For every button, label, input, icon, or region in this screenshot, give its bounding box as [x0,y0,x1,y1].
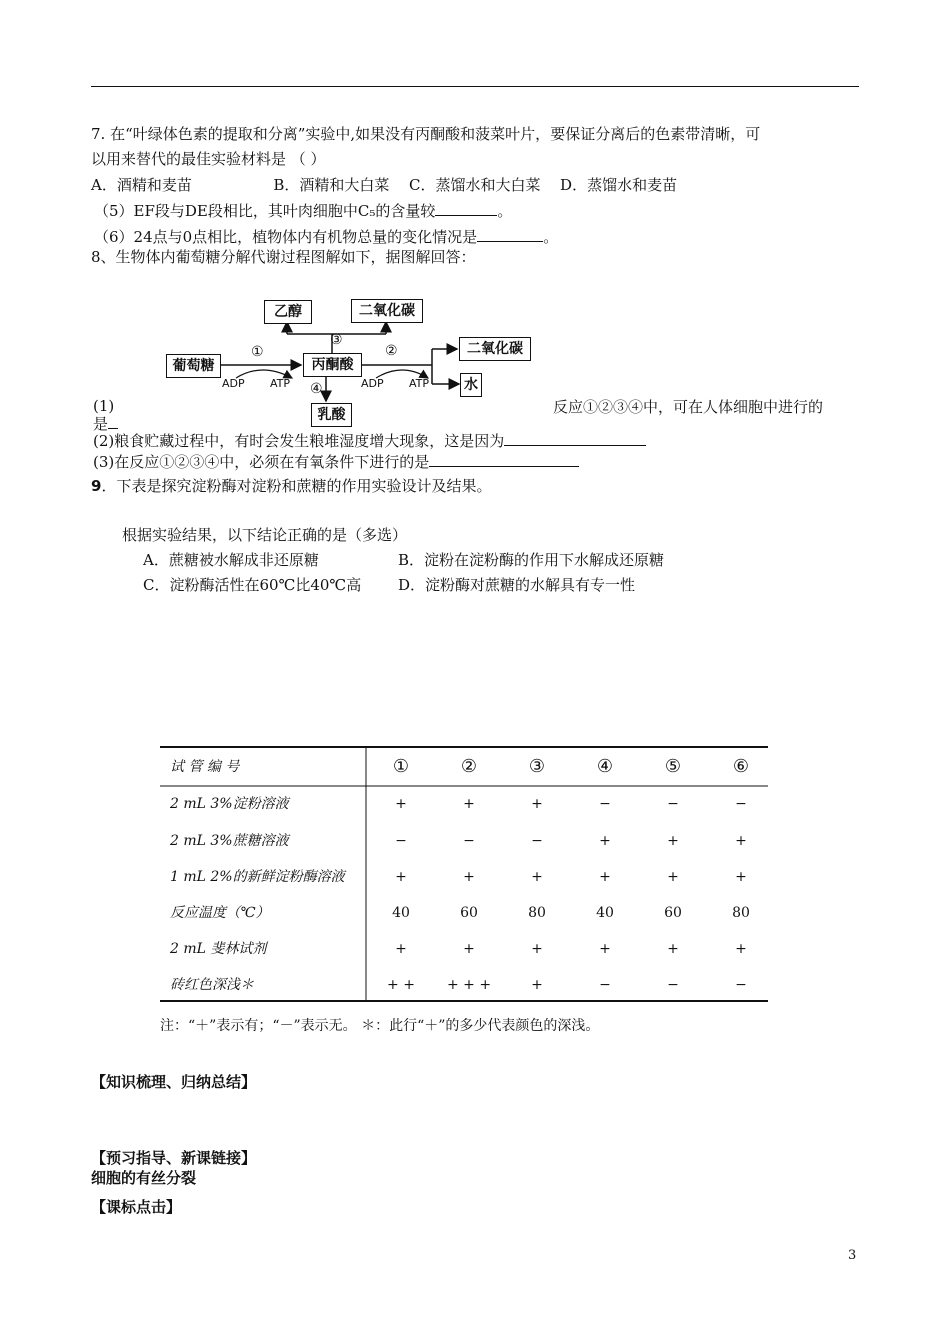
water-box: 水 [460,373,482,397]
q7-line1: 7. 在“叶绿体色素的提取和分离”实验中,如果没有丙酮酸和菠菜叶片，要保证分离后的色素带清晰，可 [91,125,761,143]
q8-q3 [93,451,579,472]
table-cell: + [463,869,475,885]
table-cell: 60 [460,905,478,921]
col-4: ④ [596,756,614,777]
section-preview: 【预习指导、新课链接】 [91,1149,257,1167]
row-label: 1 mL 2%的新鲜淀粉酶溶液 [170,869,345,885]
table-row [160,895,768,931]
reaction-1-label: ① [251,344,264,360]
row-label: 反应温度（℃） [170,905,270,921]
table-cell: 80 [732,905,750,921]
glucose-box: 葡萄糖 [166,354,221,378]
table-cell: + [667,941,679,957]
table-cell: + [667,869,679,885]
table-cell: + [667,833,679,849]
table-cell: − [735,796,747,812]
table-header-label: 试 管 编 号 [170,759,240,775]
table-cell: − [395,833,407,849]
col-5: ⑤ [664,756,682,777]
q7-option-b: B．酒精和大白菜 [273,176,390,194]
q9-option-a: A．蔗糖被水解成非还原糖 [143,551,319,569]
co2-top-box: 二氧化碳 [351,299,423,323]
co2-right-box: 二氧化碳 [459,337,531,361]
table-cell: + [599,869,611,885]
q9-option-d: D．淀粉酶对蔗糖的水解具有专一性 [398,576,636,594]
q7-option-c: C．蒸馏水和大白菜 [409,176,541,194]
q8-q3-text: (3)在反应①②③④中，必须在有氧条件下进行的是 [93,453,430,471]
table-cell: + [395,941,407,957]
table-cell: + [531,977,543,993]
table-cell: + + [387,977,415,993]
q7-option-a: A．酒精和麦苗 [91,176,192,194]
q7-line2: 以用来替代的最佳实验材料是 （ ） [91,150,326,168]
table-cell: + [599,941,611,957]
table-cell: + [395,796,407,812]
q9-title [91,476,491,496]
ethanol-box: 乙醇 [264,300,312,324]
col-6: ⑥ [732,756,750,777]
atp-label-1: ATP [270,377,291,390]
q9-title-text: ．下表是探究淀粉酶对淀粉和蔗糖的作用实验设计及结果。 [101,477,492,495]
page-number: 3 [848,1248,857,1263]
table-row [160,823,768,859]
q8-title: 8、生物体内葡萄糖分解代谢过程图解如下，据图解回答： [91,248,476,266]
table-cell: − [463,833,475,849]
q9-option-b: B．淀粉在淀粉酶的作用下水解成还原糖 [398,551,665,569]
q8-q2-blank[interactable] [504,430,646,446]
q8-q1-blank[interactable] [108,413,118,429]
table-cell: + [531,941,543,957]
table-row [160,859,768,895]
col-3: ③ [528,756,546,777]
q8-q2 [93,430,646,451]
table-cell: 60 [664,905,682,921]
table-cell: + + + [446,977,492,993]
adp-label-1: ADP [222,377,245,390]
table-cell: − [735,977,747,993]
q6-end: 。 [543,228,559,246]
col-1: ① [392,756,410,777]
table-cell: − [667,977,679,993]
table-cell: + [735,869,747,885]
reaction-4-label: ④ [310,381,323,397]
table-cell: + [531,869,543,885]
table-row [160,786,768,822]
table-cell: 40 [596,905,614,921]
table-header-row [160,749,768,785]
table-cell: 40 [392,905,410,921]
section-standard: 【课标点击】 [91,1198,182,1216]
q8-q1-cont-text: 是 [93,415,109,433]
q8-q1-left: (1) [93,397,115,415]
pyruvate-box: 丙酮酸 [303,353,362,377]
table-cell: + [735,833,747,849]
table-cell: − [599,977,611,993]
row-label: 2 mL 3%淀粉溶液 [170,796,289,812]
table-note: 注：“＋”表示有；“－”表示无。 ＊：此行“＋”的多少代表颜色的深浅。 [160,1018,600,1034]
table-cell: − [667,796,679,812]
table-cell: + [735,941,747,957]
q5-end: 。 [497,202,513,220]
table-cell: + [463,796,475,812]
table-cell: + [395,869,407,885]
q8-q3-blank[interactable] [429,451,579,467]
q9-prompt: 根据实验结果，以下结论正确的是（多选） [122,526,408,544]
col-2: ② [460,756,478,777]
q5-text: （5）EF段与DE段相比，其叶肉细胞中C₅的含量较 [94,202,436,220]
reaction-3-label: ③ [330,332,343,348]
table-row [160,967,768,1003]
row-label: 2 mL 斐林试剂 [170,941,267,957]
q7-option-d: D．蒸馏水和麦苗 [560,176,678,194]
table-cell: 80 [528,905,546,921]
section-topic: 细胞的有丝分裂 [91,1169,197,1187]
adp-label-2: ADP [361,377,384,390]
section-summary: 【知识梳理、归纳总结】 [91,1073,257,1091]
table-row [160,931,768,967]
q8-q1-right: 反应①②③④中，可在人体细胞中进行的 [553,398,824,416]
reaction-2-label: ② [385,343,398,359]
table-cell: + [463,941,475,957]
q8-q2-text: (2)粮食贮藏过程中，有时会发生粮堆湿度增大现象，这是因为 [93,432,505,450]
q9-option-c: C．淀粉酶活性在60℃比40℃高 [143,576,362,594]
table-cell: − [599,796,611,812]
table-cell: + [531,796,543,812]
table-cell: + [599,833,611,849]
lactic-box: 乳酸 [311,403,352,427]
q9-number: 9 [91,477,102,495]
table-cell: − [531,833,543,849]
row-label: 2 mL 3%蔗糖溶液 [170,833,289,849]
row-label: 砖红色深浅＊ [170,977,254,993]
q6-text: （6）24点与0点相比，植物体内有机物总量的变化情况是 [94,228,478,246]
atp-label-2: ATP [409,377,430,390]
